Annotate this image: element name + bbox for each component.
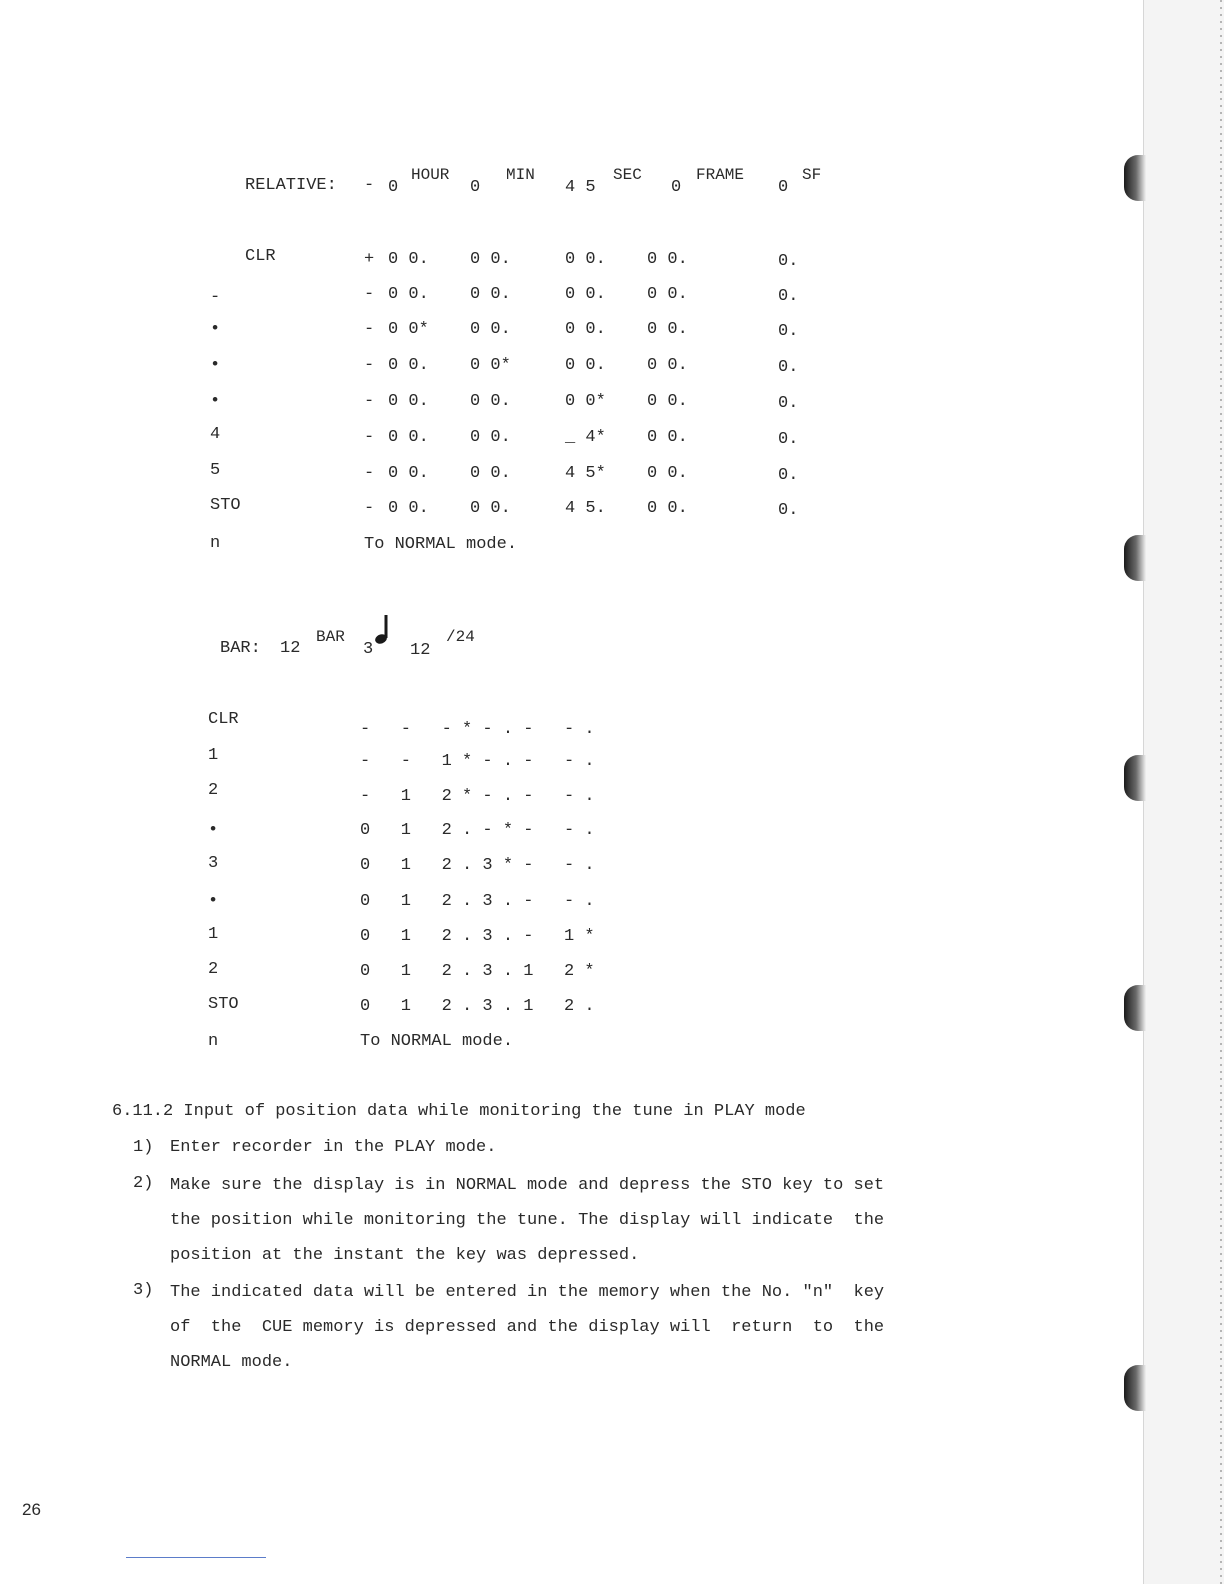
bar-line: 0 1 2 . 3 . - - . — [360, 892, 595, 911]
row-sec: 0 0. — [565, 285, 606, 304]
hour-value: 0 — [388, 178, 399, 197]
row-hour: 0 0. — [388, 428, 429, 447]
sf-value: 0 — [778, 178, 789, 197]
step-line: NORMAL mode. — [170, 1353, 293, 1372]
bar-value: 12 — [280, 639, 301, 658]
step-line: the position while monitoring the tune. The display will indicate the — [170, 1211, 885, 1230]
binder-ring — [1124, 155, 1146, 201]
bar-line: 0 1 2 . 3 * - - . — [360, 856, 595, 875]
row-sec: 0 0. — [565, 320, 606, 339]
row-sign: - — [364, 356, 375, 375]
key-label: 3 — [208, 854, 219, 873]
row-sf: 0. — [778, 252, 799, 271]
sec-label: SEC — [613, 166, 642, 184]
key-label: • — [208, 892, 219, 911]
bar-label: BAR: — [220, 639, 261, 658]
row-sign: - — [364, 499, 375, 518]
row-frame: 0 0. — [647, 499, 688, 518]
key-label: • — [210, 392, 221, 411]
bar-line: 0 1 2 . 3 . - 1 * — [360, 927, 595, 946]
key-label: CLR — [208, 710, 239, 729]
bar-line: 0 1 2 . - * - - . — [360, 821, 595, 840]
key-label: n — [208, 1032, 219, 1051]
frame-label: FRAME — [696, 166, 745, 184]
row-sign: - — [364, 464, 375, 483]
bar-line: - - - * - . - - . — [360, 720, 595, 739]
row-text: To NORMAL mode. — [364, 535, 518, 554]
row-frame: 0 0. — [647, 285, 688, 304]
row-frame: 0 0. — [647, 428, 688, 447]
row-min: 0 0. — [470, 499, 511, 518]
sec-value: 4 5 — [565, 178, 596, 197]
row-min: 0 0. — [470, 392, 511, 411]
row-hour: 0 0. — [388, 499, 429, 518]
row-sign: + — [364, 250, 375, 269]
frame-value: 0 — [671, 178, 682, 197]
row-hour: 0 0. — [388, 464, 429, 483]
key-label: n — [210, 534, 221, 553]
step-line: The indicated data will be entered in the memory when the No. "n" key — [170, 1283, 885, 1302]
key-label: 4 — [210, 425, 221, 444]
row-frame: 0 0. — [647, 320, 688, 339]
row-min: 0 0. — [470, 428, 511, 447]
relative-sign: - — [364, 176, 375, 195]
bar-line: To NORMAL mode. — [360, 1032, 514, 1051]
row-sec: _ 4* — [565, 428, 606, 447]
key-label: 5 — [210, 461, 221, 480]
sf-label: SF — [802, 166, 822, 184]
binder-perforation — [1220, 0, 1222, 1584]
page-number: 26 — [22, 1500, 41, 1519]
key-label: 2 — [208, 781, 219, 800]
key-label: • — [208, 821, 219, 840]
row-hour: 0 0* — [388, 320, 429, 339]
binder-ring — [1124, 1365, 1146, 1411]
binder-ring — [1124, 985, 1146, 1031]
step-line: Enter recorder in the PLAY mode. — [170, 1138, 497, 1157]
row-sf: 0. — [778, 501, 799, 520]
row-sec: 0 0. — [565, 250, 606, 269]
row-sign: - — [364, 285, 375, 304]
step-line: position at the instant the key was depressed. — [170, 1246, 640, 1265]
row-frame: 0 0. — [647, 356, 688, 375]
step-number: 3) — [133, 1281, 154, 1300]
row-frame: 0 0. — [647, 464, 688, 483]
row-min: 0 0. — [470, 320, 511, 339]
row-sf: 0. — [778, 430, 799, 449]
key-label: - — [210, 288, 221, 307]
clock-value: 12 — [410, 641, 431, 660]
row-min: 0 0. — [470, 285, 511, 304]
beat-value: 3 — [363, 640, 374, 659]
binder-ring — [1124, 755, 1146, 801]
row-sign: - — [364, 392, 375, 411]
hour-label: HOUR — [411, 166, 450, 184]
footer-rule — [126, 1557, 266, 1558]
row-hour: 0 0. — [388, 250, 429, 269]
min-label: MIN — [506, 166, 535, 184]
row-frame: 0 0. — [647, 250, 688, 269]
binder-margin — [1143, 0, 1224, 1584]
row-sf: 0. — [778, 394, 799, 413]
row-hour: 0 0. — [388, 285, 429, 304]
min-value: 0 — [470, 178, 481, 197]
row-sf: 0. — [778, 322, 799, 341]
step-number: 2) — [133, 1174, 154, 1193]
section-heading: 6.11.2 Input of position data while monitoring the tune in PLAY mode — [112, 1102, 806, 1121]
binder-ring — [1124, 535, 1146, 581]
relative-label: RELATIVE: — [245, 176, 337, 195]
bar-line: - - 1 * - . - - . — [360, 752, 595, 771]
row-frame: 0 0. — [647, 392, 688, 411]
key-label: 1 — [208, 746, 219, 765]
bar-line: 0 1 2 . 3 . 1 2 . — [360, 997, 595, 1016]
row-hour: 0 0. — [388, 356, 429, 375]
row-min: 0 0. — [470, 250, 511, 269]
step-line: Make sure the display is in NORMAL mode and depress the STO key to set — [170, 1176, 885, 1195]
key-label: STO — [208, 995, 239, 1014]
key-label: • — [210, 320, 221, 339]
row-hour: 0 0. — [388, 392, 429, 411]
key-label: 2 — [208, 960, 219, 979]
bar-unit-label: BAR — [316, 628, 345, 646]
row-min: 0 0. — [470, 464, 511, 483]
key-label: 1 — [208, 925, 219, 944]
step-line: of the CUE memory is depressed and the display will return to the — [170, 1318, 885, 1337]
key-label: STO — [210, 496, 241, 515]
row-sec: 0 0* — [565, 392, 606, 411]
bar-line: 0 1 2 . 3 . 1 2 * — [360, 962, 595, 981]
row-sec: 0 0. — [565, 356, 606, 375]
row-sf: 0. — [778, 287, 799, 306]
quarter-note-icon — [370, 613, 392, 647]
row-min: 0 0* — [470, 356, 511, 375]
row-sec: 4 5* — [565, 464, 606, 483]
row-sign: - — [364, 428, 375, 447]
row-sign: - — [364, 320, 375, 339]
clock-label: /24 — [446, 628, 475, 646]
row-sf: 0. — [778, 358, 799, 377]
step-number: 1) — [133, 1138, 154, 1157]
key-label: • — [210, 356, 221, 375]
row-sec: 4 5. — [565, 499, 606, 518]
bar-line: - 1 2 * - . - - . — [360, 787, 595, 806]
key-label: CLR — [245, 247, 276, 266]
row-sf: 0. — [778, 466, 799, 485]
